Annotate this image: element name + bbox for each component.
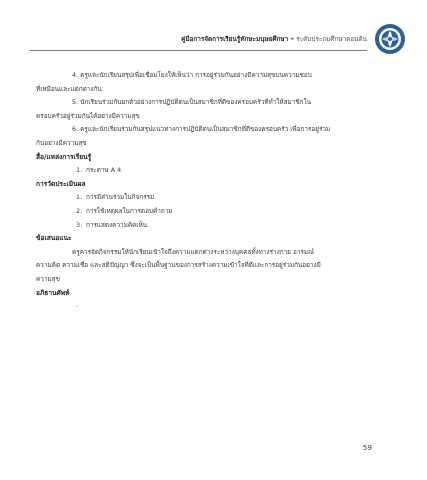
activity-item-4-line-2: ที่เหมือนและแตกต่างกัน bbox=[36, 84, 102, 93]
assessment-item bbox=[36, 205, 364, 219]
assessment-item bbox=[36, 219, 364, 233]
list-number: 1. bbox=[76, 166, 83, 175]
list-number: 1. bbox=[76, 193, 83, 202]
glossary-heading: อภิธานศัพท์ bbox=[36, 288, 70, 297]
header-title: คู่มือการจัดการเรียนรู้ทักษะมนุษยศึกษา bbox=[181, 35, 289, 43]
list-text: กระดาษ A 4 bbox=[86, 166, 122, 175]
activity-item-6-line-1: 6. ครูและนักเรียนร่วมกันสรุปแนวทางการปฏิบัติตนเป็นสมาชิกที่ดีของครอบครัว เพื่อการอยู่ร่วม bbox=[72, 125, 331, 134]
activity-item-5-line-1: 5. นักเรียนร่วมกันยกตัวอย่างการปฏิบัติตนเป็นสมาชิกที่ดีของครอบครัวที่ทำให้สมาชิกใน bbox=[72, 98, 312, 107]
assessment-heading: การวัดประเมินผล bbox=[36, 179, 86, 188]
list-text: การแสดงความคิดเห็น bbox=[86, 220, 148, 229]
header-separator: • bbox=[290, 35, 295, 43]
page-content bbox=[36, 69, 364, 314]
glossary-dash: - bbox=[76, 302, 79, 311]
list-number: 3. bbox=[76, 220, 83, 229]
header-subtitle: ระดับประถมศึกษาตอนต้น bbox=[296, 35, 367, 43]
materials-heading: สื่อ/แหล่งการเรียนรู้ bbox=[36, 152, 92, 161]
activity-item-5-line-2: ครอบครัวอยู่ร่วมกันได้อย่างมีความสุข bbox=[36, 111, 140, 120]
activity-item-4-line-1: 4. ครูและนักเรียนสรุปเพื่อเชื่อมโยงให้เห็นว่า การอยู่ร่วมกันอย่างมีความสุขบนความชอบ bbox=[72, 71, 312, 79]
header-rule bbox=[30, 50, 367, 51]
activity-item-6-line-2: กันอย่างมีความสุข bbox=[36, 138, 87, 147]
institution-logo bbox=[373, 22, 407, 56]
materials-item bbox=[36, 164, 364, 178]
suggestion-line-2: ความคิด ความเชื่อ และสติปัญญา ซึ่งจะเป็นพื้นฐานของการสร้างความเข้าใจที่ดีและการอยู่ร่วมกันอย่างมี bbox=[36, 261, 321, 270]
suggestion-line-1: ครูควรจัดกิจกรรมให้นักเรียนเข้าใจถึงความแตกต่างระหว่างบุคคลทั้งทางร่างกาย อารมณ์ bbox=[72, 247, 314, 256]
list-text: การใช้เหตุผลในการตอบคำถาม bbox=[86, 206, 173, 215]
assessment-item bbox=[36, 191, 364, 205]
suggestion-heading: ข้อเสนอแนะ bbox=[36, 234, 72, 243]
list-number: 2. bbox=[76, 206, 83, 215]
suggestion-line-3: ความสุข bbox=[36, 274, 60, 283]
page-header bbox=[181, 34, 367, 44]
list-text: การมีส่วนร่วมในกิจกรรม bbox=[86, 193, 155, 202]
page-number: 59 bbox=[362, 443, 372, 452]
